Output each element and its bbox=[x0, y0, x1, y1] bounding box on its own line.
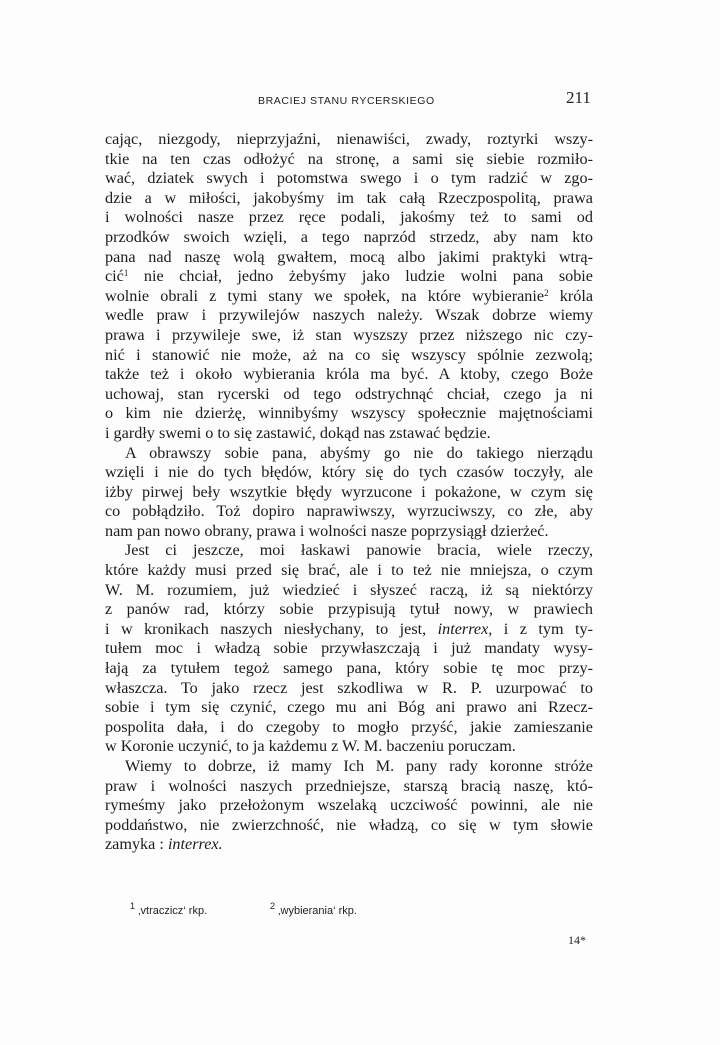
text-line bbox=[105, 267, 593, 287]
signature-mark: 14* bbox=[568, 933, 586, 947]
text-line: iżby pirwej beły wszytkie błędy wyrzucone i pokażone, w czym się bbox=[105, 482, 593, 501]
text-line bbox=[105, 620, 593, 640]
text-line: i gardły swemi o to się zastawić, dokąd nas zstawać będzie. bbox=[105, 423, 491, 442]
text-line: przodków swoich wzięli, a tego naprzód strzedz, aby nam kto bbox=[105, 227, 593, 246]
text-line: poddaństwo, nie zwierzchność, nie władzą, co się w tym słowie bbox=[105, 815, 593, 834]
text-line: które każdy musi przed się brać, ale i to też nie mniejsza, o czym bbox=[105, 561, 593, 580]
text-line: wać, dziatek swych i potomstwa swego i o tym radzić w zgo- bbox=[105, 169, 593, 188]
text-line: o kim nie dzierżę, winnibyśmy wszyscy społecznie majętnościami bbox=[105, 404, 593, 423]
text-line: uchowaj, stan rycerski od tego odstrychnąć chciał, czego ja ni bbox=[105, 384, 593, 403]
text-line: wzięli i nie do tych błędów, który się do tych czasów toczyły, ale bbox=[105, 463, 593, 482]
text-line: pospolita dała, i do czegoby to mogło przyść, jakie zamieszanie bbox=[105, 717, 593, 736]
page-number: 211 bbox=[566, 88, 591, 107]
text-line: pana nad naszę wolą gwałtem, mocą albo jakimi praktyki wtrą- bbox=[105, 247, 593, 266]
footnote-2 bbox=[270, 901, 357, 917]
text-line: i wolności nasze przez ręce podali, jakośmy też to sami od bbox=[105, 208, 593, 227]
text-segment: i w kronikach naszych niesłychany, to jest, bbox=[105, 619, 438, 638]
text-line: Jest ci jeszcze, moi łaskawi panowie bracia, wiele rzeczy, bbox=[125, 541, 593, 560]
text-line: dzie a w miłości, jakobyśmy im tak całą Rzeczpospolitą, prawa bbox=[105, 188, 593, 207]
text-line: Wiemy to dobrze, iż mamy Ich M. pany rady koronne stróże bbox=[125, 757, 593, 775]
footnote-reference: 2 bbox=[544, 287, 549, 298]
text-line: tułem moc i władzą sobie przywłaszczają i już mandaty wysy- bbox=[105, 639, 593, 658]
footnote-reference: 1 bbox=[123, 268, 129, 279]
text-line: co pobłądziło. Toż dopiro naprawiwszy, wyrzuciwszy, co złe, aby bbox=[105, 502, 593, 521]
text-line: tkie na ten czas odłożyć na stronę, a sami się siebie rozmiło- bbox=[105, 149, 593, 168]
text-line: W. M. rozumiem, już wiedzieć i słyszeć raczą, iż są niektórzy bbox=[105, 580, 593, 599]
text-line: cając, niezgody, nieprzyjaźni, nienawiści, zwady, roztyrki wszy- bbox=[105, 130, 593, 148]
footnote-text: ‚vtraczicz‘ rkp. bbox=[135, 905, 208, 917]
text-line: w Koronie uczynić, to ja każdemu z W. M. baczeniu poruczam. bbox=[105, 737, 516, 756]
italic-term: interrex, bbox=[437, 619, 493, 638]
text-segment: nie chciał, jedno żebyśmy jako ludzie wolni pana sobie bbox=[128, 267, 593, 286]
text-line bbox=[105, 287, 593, 307]
footnote-marker: 2 bbox=[270, 901, 276, 911]
text-line: także też i około wybierania króla ma być. A ktoby, czego Boże bbox=[105, 365, 593, 384]
text-segment: króla bbox=[548, 286, 593, 305]
text-line: prawa i przywileje swe, iż stan wyszszy przez niższego nic czy- bbox=[105, 325, 593, 344]
text-segment: cić bbox=[105, 267, 124, 286]
text-segment: i z tym ty- bbox=[492, 619, 593, 638]
italic-term: interrex. bbox=[167, 835, 223, 854]
text-line bbox=[105, 835, 593, 855]
body-text bbox=[105, 130, 593, 855]
text-line: nić i stanowić nie może, aż na co się wszyscy spólnie zezwolą; bbox=[105, 345, 593, 364]
text-line: sobie i tym się czynić, czego mu ani Bóg ani prawo ani Rzecz- bbox=[105, 698, 593, 717]
text-line: wedle praw i przywilejów naszych należy. Wszak dobrze wiemy bbox=[105, 306, 593, 325]
text-line: właszcza. To jako rzecz jest szkodliwa w R. P. uzurpować to bbox=[105, 678, 593, 697]
text-line: praw i wolności naszych przedniejsze, starszą bracią naszę, któ- bbox=[105, 776, 593, 795]
text-segment: wolnie obrali z tymi stany we społek, na które wybieranie bbox=[105, 286, 545, 305]
text-line: rymeśmy jako przełożonym wszelaką uczciwość powinni, ale nie bbox=[105, 796, 593, 815]
running-title: BRACIEJ STANU RYCERSKIEGO bbox=[258, 95, 435, 107]
text-segment: zamyka : bbox=[105, 835, 168, 854]
footnote-text: ‚wybierania‘ rkp. bbox=[275, 905, 357, 917]
text-line: z panów rad, którzy sobie przypisują tytuł nowy, w prawiech bbox=[105, 600, 593, 619]
text-line: łają za tytułem tegoż samego pana, który sobie tę moc przy- bbox=[105, 659, 593, 678]
footnote-1 bbox=[130, 901, 208, 917]
text-line: nam pan nowo obrany, prawa i wolności nasze poprzysiągł dzierżeć. bbox=[105, 521, 549, 540]
text-line: A obrawszy sobie pana, abyśmy go nie do takiego nierządu bbox=[125, 443, 593, 462]
footnote-marker: 1 bbox=[130, 901, 136, 911]
